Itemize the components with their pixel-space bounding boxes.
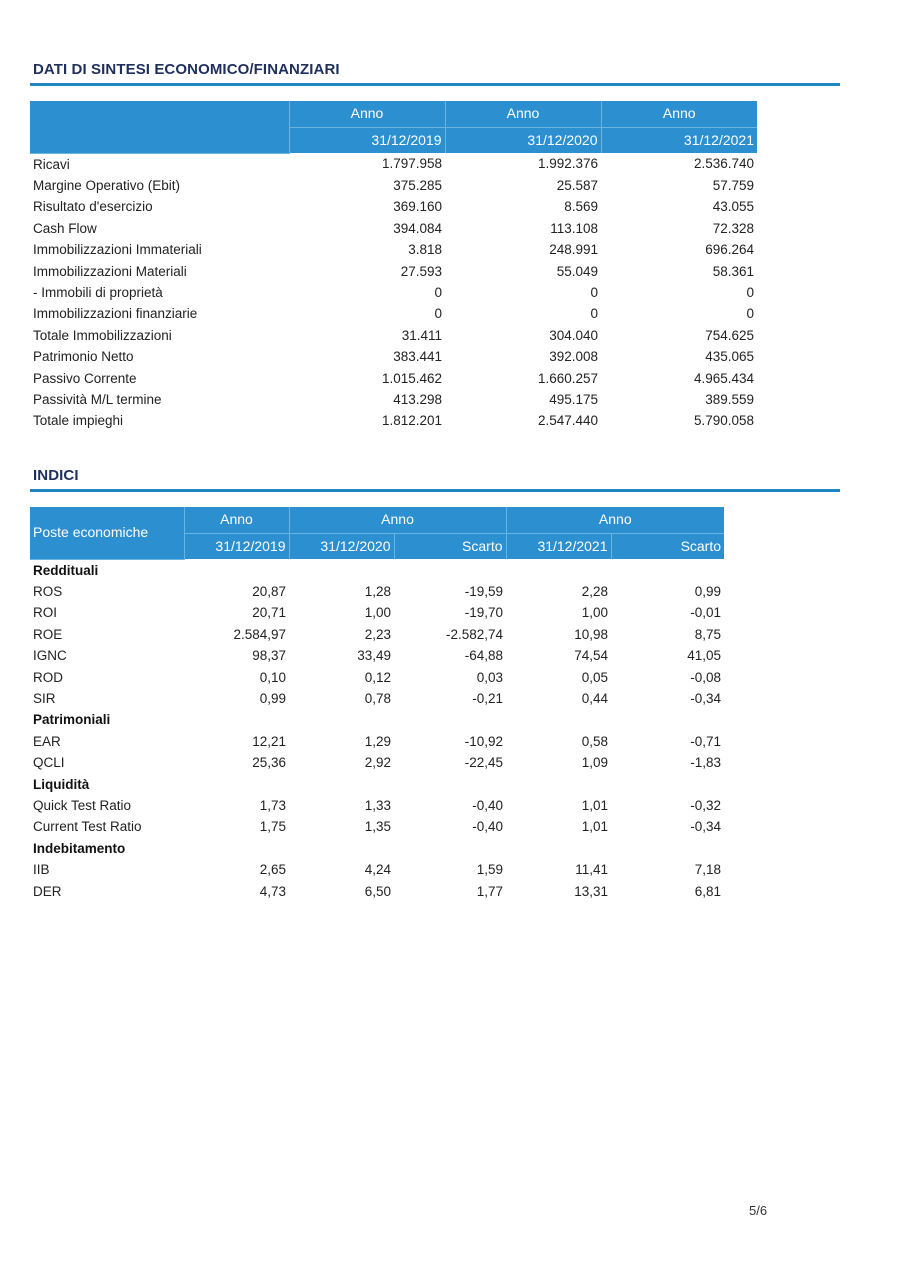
row-value: 304.040 [549, 327, 598, 343]
table-row [30, 175, 757, 196]
row-value: 58.361 [712, 263, 754, 279]
row-value: 248.991 [549, 242, 598, 258]
row-value: 13,31 [574, 883, 609, 899]
table-row [30, 218, 757, 239]
row-value: -10,92 [464, 733, 504, 749]
row-value: -0,34 [690, 819, 722, 835]
column-header-date: 31/12/2021 [601, 127, 757, 153]
row-value: 31.411 [401, 327, 442, 343]
row-value: 0 [434, 306, 442, 322]
row-value: 0,44 [581, 690, 609, 706]
row-value: 392.008 [549, 349, 598, 365]
row-value: 1,73 [259, 797, 286, 813]
sintesi-table [30, 101, 757, 432]
section-title-indici: INDICI [33, 467, 79, 484]
row-value: 413.298 [393, 391, 442, 407]
row-value: 1,33 [364, 797, 391, 813]
row-label: ROD [33, 669, 63, 685]
row-value: 1,09 [581, 755, 609, 771]
row-value: 12,21 [252, 733, 286, 749]
row-label: Risultato d'esercizio [33, 199, 153, 215]
row-value: 0 [590, 284, 598, 300]
table-row [30, 303, 757, 324]
group-heading: Indebitamento [33, 840, 126, 856]
row-value: 1.992.376 [537, 156, 598, 172]
row-value: 1,29 [364, 733, 391, 749]
column-header-date: 31/12/2020 [289, 533, 394, 559]
row-value: 1,01 [581, 819, 609, 835]
row-label: ROE [33, 626, 63, 642]
row-value: 1,00 [581, 605, 609, 621]
row-value: 1,75 [259, 819, 286, 835]
row-value: 7,18 [694, 862, 722, 878]
row-value: -0,32 [690, 797, 722, 813]
row-value: 1.660.257 [537, 370, 598, 386]
row-value: 1,59 [476, 862, 504, 878]
row-label: QCLI [33, 755, 65, 771]
row-value: 1,35 [364, 819, 391, 835]
row-value: -2.582,74 [445, 626, 504, 642]
row-value: 0,78 [364, 690, 391, 706]
row-value: 1,77 [476, 883, 504, 899]
column-header-year: Anno [445, 101, 601, 127]
row-label: Ricavi [33, 156, 70, 172]
row-value: 43.055 [712, 199, 754, 215]
row-label: Patrimonio Netto [33, 349, 134, 365]
row-value: 1.812.201 [381, 413, 442, 429]
row-value: 435.065 [705, 349, 754, 365]
row-label: Passivo Corrente [33, 370, 137, 386]
row-value: 394.084 [393, 220, 442, 236]
row-value: -0,71 [690, 733, 722, 749]
table-row [30, 859, 724, 880]
row-value: -0,40 [472, 819, 504, 835]
row-value: 55.049 [556, 263, 598, 279]
table-row [30, 795, 724, 816]
row-value: 0 [746, 284, 754, 300]
row-value: 27.593 [400, 263, 442, 279]
group-row [30, 559, 724, 581]
column-header-scarto: Scarto [611, 533, 724, 559]
row-label: Totale Immobilizzazioni [33, 327, 172, 343]
row-value: 369.160 [393, 199, 442, 215]
row-value: 2,92 [364, 755, 391, 771]
table-row [30, 346, 757, 367]
row-value: 495.175 [549, 391, 598, 407]
table-row [30, 153, 757, 175]
table-row [30, 645, 724, 666]
row-value: 2,28 [581, 583, 609, 599]
row-value: 4,24 [364, 862, 391, 878]
row-value: -64,88 [464, 648, 504, 664]
row-value: 383.441 [393, 349, 442, 365]
column-header-year: Anno [506, 507, 724, 533]
column-header-date: 31/12/2019 [184, 533, 289, 559]
row-value: 696.264 [705, 242, 754, 258]
row-value: -22,45 [464, 755, 504, 771]
page-number: 5/6 [749, 1203, 768, 1218]
row-value: 10,98 [574, 626, 609, 642]
row-value: 1,00 [364, 605, 391, 621]
row-value: 1.797.958 [381, 156, 442, 172]
row-value: 4.965.434 [693, 370, 754, 386]
table-row [30, 602, 724, 623]
row-label: SIR [33, 690, 56, 706]
row-value: 2.536.740 [693, 156, 754, 172]
column-header-year: Anno [184, 507, 289, 533]
row-label: Immobilizzazioni finanziarie [33, 306, 198, 322]
row-value: 0,03 [476, 669, 504, 685]
table-row [30, 688, 724, 709]
row-label: Cash Flow [33, 220, 97, 236]
table-row [30, 325, 757, 346]
row-value: 4,73 [259, 883, 286, 899]
row-value: 113.108 [550, 220, 598, 236]
row-value: 25,36 [252, 755, 286, 771]
row-value: 3.818 [408, 242, 442, 258]
table-row [30, 881, 724, 902]
group-row [30, 838, 724, 859]
table-row [30, 282, 757, 303]
column-header-date: 31/12/2021 [506, 533, 611, 559]
row-value: 0,99 [259, 690, 286, 706]
row-label: - Immobili di proprietà [33, 284, 163, 300]
table-row [30, 239, 757, 260]
row-value: 1,28 [364, 583, 391, 599]
row-value: -1,83 [690, 755, 722, 771]
group-row [30, 774, 724, 795]
row-label: ROS [33, 583, 63, 599]
row-value: -19,59 [464, 583, 504, 599]
column-header-year: Anno [601, 101, 757, 127]
column-header-date: 31/12/2020 [445, 127, 601, 153]
row-value: 375.285 [393, 177, 442, 193]
row-value: 41,05 [687, 648, 722, 664]
row-value: 2.547.440 [537, 413, 598, 429]
row-value: 72.328 [712, 220, 754, 236]
row-value: 25.587 [556, 177, 598, 193]
column-header-date: 31/12/2019 [289, 127, 445, 153]
table-row [30, 368, 757, 389]
row-value: 0 [746, 306, 754, 322]
row-value: 2,65 [259, 862, 286, 878]
table-row [30, 752, 724, 773]
row-value: 0,99 [694, 583, 722, 599]
row-label: Quick Test Ratio [33, 797, 132, 813]
section-rule [30, 83, 840, 86]
table-row [30, 667, 724, 688]
row-value: 0,12 [364, 669, 391, 685]
group-row [30, 709, 724, 730]
table-row [30, 196, 757, 217]
row-label: Totale impieghi [33, 413, 124, 429]
row-value: 6,81 [694, 883, 722, 899]
row-value: 2.584,97 [233, 626, 286, 642]
row-value: 0 [434, 284, 442, 300]
column-header-poste: Poste economiche [30, 507, 184, 559]
table-row [30, 389, 757, 410]
row-label: IGNC [33, 648, 67, 664]
row-value: 6,50 [364, 883, 391, 899]
row-value: 33,49 [357, 648, 391, 664]
row-value: 8.569 [564, 199, 598, 215]
row-value: -0,40 [472, 797, 504, 813]
row-value: 20,87 [252, 583, 286, 599]
row-label: Margine Operativo (Ebit) [33, 177, 181, 193]
row-label: Current Test Ratio [33, 819, 142, 835]
row-label: ROI [33, 605, 58, 621]
row-value: 2,23 [364, 626, 391, 642]
column-header-year: Anno [289, 101, 445, 127]
group-heading: Patrimoniali [33, 712, 111, 728]
row-value: -0,01 [690, 605, 722, 621]
row-value: 0,05 [581, 669, 609, 685]
row-value: -0,21 [472, 690, 504, 706]
row-value: -0,34 [690, 690, 722, 706]
table-row [30, 410, 757, 431]
group-heading: Reddituali [33, 562, 99, 578]
table-row [30, 581, 724, 602]
row-label: DER [33, 883, 62, 899]
section-rule [30, 489, 840, 492]
row-value: 8,75 [694, 626, 722, 642]
row-label: EAR [33, 733, 61, 749]
table-row [30, 816, 724, 837]
row-value: -0,08 [690, 669, 722, 685]
row-label: Immobilizzazioni Materiali [33, 263, 187, 279]
row-value: 1.015.462 [381, 370, 442, 386]
section-title-sintesi: DATI DI SINTESI ECONOMICO/FINANZIARI [33, 61, 340, 78]
empty-header-cell [30, 101, 289, 153]
table-row [30, 261, 757, 282]
row-value: 0 [590, 306, 598, 322]
row-label: Immobilizzazioni Immateriali [33, 242, 202, 258]
column-header-scarto: Scarto [394, 533, 506, 559]
row-label: IIB [33, 862, 50, 878]
row-value: 20,71 [252, 605, 286, 621]
row-value: 754.625 [705, 327, 754, 343]
row-value: 389.559 [705, 391, 754, 407]
table-row [30, 624, 724, 645]
row-value: 57.759 [712, 177, 754, 193]
row-value: 98,37 [252, 648, 286, 664]
row-value: 11,41 [575, 862, 609, 878]
row-value: 0,58 [581, 733, 609, 749]
row-value: 74,54 [574, 648, 609, 664]
column-header-year: Anno [289, 507, 506, 533]
table-row [30, 731, 724, 752]
row-value: -19,70 [464, 605, 504, 621]
group-heading: Liquidità [33, 776, 90, 792]
row-value: 0,10 [259, 669, 286, 685]
row-label: Passività M/L termine [33, 391, 162, 407]
indici-table [30, 507, 724, 902]
row-value: 1,01 [581, 797, 609, 813]
row-value: 5.790.058 [693, 413, 754, 429]
